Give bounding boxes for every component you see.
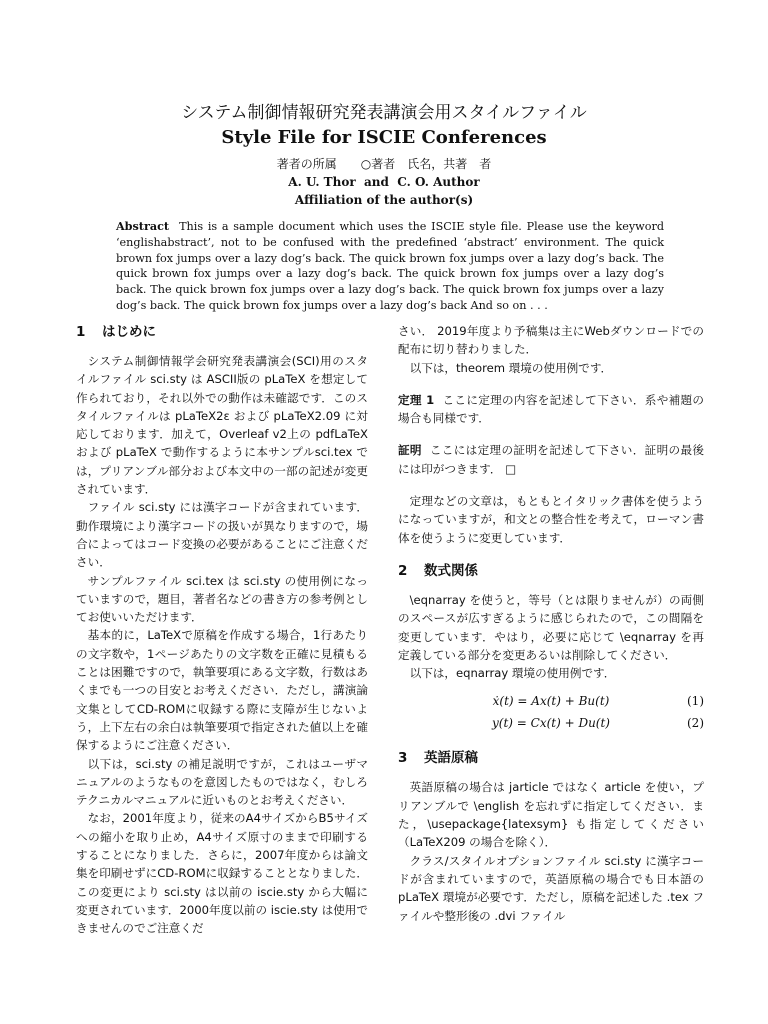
section-title: 英語原稿 bbox=[424, 750, 478, 767]
theorem-block bbox=[398, 391, 704, 428]
paragraph: 以下は，theorem 環境の使用例です． bbox=[409, 360, 613, 375]
equation-2 bbox=[398, 712, 704, 734]
equation-number: (2) bbox=[687, 716, 704, 731]
equation-body: y(t) = Cx(t) + Du(t) bbox=[491, 716, 610, 731]
title-japanese: システム制御情報研究発表講演会用スタイルファイル bbox=[181, 103, 587, 123]
section-title: 数式関係 bbox=[424, 562, 478, 579]
spacer bbox=[398, 547, 704, 561]
proof-block bbox=[398, 441, 704, 478]
paragraph: 以下は，eqnarray 環境の使用例です． bbox=[409, 666, 616, 681]
paragraph: なお，2001年度より，従来のA4サイズからB5サイズへの縮小を取り止め，A4サイズ原寸のままで印刷するすることになりました．さらに，2007年度からは論文集を印刷せずにCD-ROMに収録することとなりました．この変更により sci.sty は以前の iscie.sty から大幅に変更されています．2000年度以前の iscie.sty は使用できませんのでご注意くだ bbox=[76, 811, 368, 936]
theorem-text: ここに定理の内容を記述して下さい．系や補題の場合も同様です． bbox=[398, 392, 704, 426]
spacer bbox=[398, 734, 704, 748]
section-number: 2 bbox=[398, 562, 408, 579]
paper-header bbox=[0, 102, 768, 208]
author-affiliation: Affiliation of the author(s) bbox=[294, 193, 474, 207]
spacer bbox=[398, 478, 704, 492]
section-heading-3 bbox=[398, 748, 704, 768]
author-names: A. U. Thor and C. O. Author bbox=[288, 175, 480, 189]
paragraph: クラス/スタイルオプションファイル sci.sty に漢字コードが含まれていますので，英語原稿の場合でも日本語のpLaTeX 環境が必要です．ただし，原稿を記述した .tex ファイルや整形後の .dvi ファイル bbox=[398, 853, 704, 923]
paragraph: システム制御情報学会研究発表講演会(SCI)用のスタイルファイル sci.sty は ASCII版の pLaTeX を想定して作られており，それ以外での動作は未確認です．このスタイルファイルは pLaTeX2ε および pLaTeX2.09 に対応しております．加えて，Overleaf v2上の pdfLaTeX および pLaTeX で動作するように本サンプルsci.tex では，プリアンブル部分および本文中の一部の記述が変更されています． bbox=[76, 354, 368, 497]
section-number: 3 bbox=[398, 750, 408, 767]
title-english: Style File for ISCIE Conferences bbox=[221, 127, 547, 148]
paragraph: 以下は，sci.sty の補足説明ですが，これはユーザマニュアルのようなものを意図したものではなく，むしろテクニカルマニュアルに近いものとお考えください． bbox=[76, 756, 368, 808]
equation-body: ẋ(t) = Ax(t) + Bu(t) bbox=[492, 694, 610, 709]
paragraph: 基本的に，LaTeXで原稿を作成する場合，1行あたりの文字数や，1ページあたりの文字数を正確に見積もることは困難ですので，執筆要項にある文字数，行数はあくまでも一つの目安とお考えください．ただし，講演論文集としてCD-ROMに収録する際に支障が生じないよう，上下左右の余白は執筆要項で指定された値以上を確保するようにご注意ください． bbox=[76, 628, 368, 753]
right-column bbox=[398, 322, 704, 925]
section-heading-1 bbox=[76, 322, 368, 342]
paragraph: 英語原稿の場合は jarticle ではなく article を使い，プリアンブルで \english を忘れずに指定してください．また，\usepackage{latexsym} も指定してください（LaTeX209 の場合を除く）． bbox=[398, 780, 704, 850]
left-column bbox=[76, 322, 368, 938]
paragraph: ファイル sci.sty には漢字コードが含まれています．動作環境により漢字コードの扱いが異なりますので，場合によってはコード変換の必要があることにご注意ください． bbox=[76, 500, 368, 570]
equation-1 bbox=[398, 690, 704, 712]
theorem-label: 定理 1 bbox=[398, 392, 435, 407]
abstract-text: This is a sample document which uses the ISCIE style file. Please use the keyword ‘englishabstract’, not to be confused with the predefined ‘abstract’ environment. The quick brown fox jumps over a lazy dog’s back. The quick brown fox jumps over a lazy dog’s back. The quick brown fox jumps over a lazy dog’s back. The quick brown fox jumps over a lazy dog’s back. The quick brown fox jumps over a lazy dog’s back. The quick brown fox jumps over a lazy dog’s back. The quick brown fox jumps over a lazy dog’s back And so on . . . bbox=[116, 220, 664, 312]
abstract-block bbox=[116, 219, 664, 314]
paragraph: さい． 2019年度より予稿集は主にWebダウンロードでの配布に切り替わりました． bbox=[398, 324, 704, 357]
proof-text: ここには定理の証明を記述して下さい．証明の最後には印がつきます． □ bbox=[398, 443, 704, 476]
paragraph: \eqnarray を使うと，等号（とは限りませんが）の両側のスペースが広すぎるように感じられたので，この間隔を変更しています．やはり，必要に応じて \eqnarray を再定義している部分を変更あるいは削除してください． bbox=[398, 592, 704, 662]
proof-label: 証明 bbox=[398, 443, 422, 458]
paragraph: 定理などの文章は，もともとイタリック書体を使うようになっていますが，和文との整合性を考えて，ローマン書体を使うように変更しています． bbox=[398, 494, 704, 545]
spacer bbox=[398, 682, 704, 690]
abstract-label: Abstract bbox=[116, 219, 170, 233]
paragraph: サンプルファイル sci.tex は sci.sty の使用例になっていますので，題目，著者名などの書き方の参考例としてお使いいただけます． bbox=[76, 573, 368, 625]
section-title: はじめに bbox=[102, 324, 156, 340]
equation-number: (1) bbox=[687, 694, 704, 709]
section-number: 1 bbox=[76, 324, 86, 340]
section-heading-2 bbox=[398, 561, 704, 581]
author-line-japanese: 著者の所属 ○著者 氏名，共著 者 bbox=[276, 157, 492, 171]
